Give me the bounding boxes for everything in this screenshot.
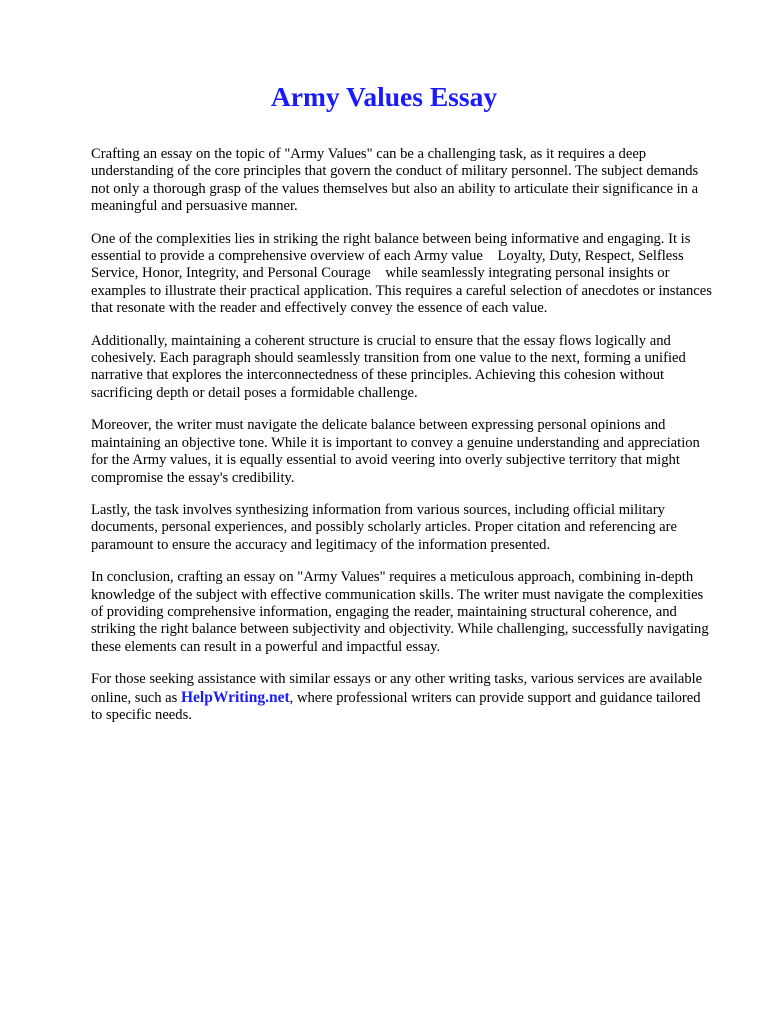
paragraph-complexities: One of the complexities lies in striking the right balance between being informative and engaging. It is essential to provide a comprehensive overview of each Army value Loyalty, Duty, Respect, Selfless Service, Honor, Integrity, and Personal Courage while seamlessly integrating personal insights or examples to illustrate their practical application. This requires a careful selection of anecdotes or instances that resonate with the reader and effectively convey the essence of each value.	[91, 230, 712, 317]
paragraph-closing	[91, 671, 715, 724]
paragraph-objectivity: Moreover, the writer must navigate the delicate balance between expressing personal opinions and maintaining an objective tone. While it is important to convey a genuine understanding and appreciation for the Army values, it is equally essential to avoid veering into overly subjective territory that might compromise the essay's credibility.	[91, 417, 700, 486]
closing-text-after-link: , where professional writers can provide support and guidance tailored to specific needs.	[91, 689, 701, 723]
paragraph-sources: Lastly, the task involves synthesizing information from various sources, including official military documents, personal experiences, and possibly scholarly articles. Proper citation and referencing are paramount to ensure the accuracy and legitimacy of the information presented.	[91, 501, 677, 553]
paragraph-intro: Crafting an essay on the topic of "Army Values" can be a challenging task, as it requires a deep understanding of the core principles that govern the conduct of military personnel. The subject demands not only a thorough grasp of the values themselves but also an ability to articulate their significance in a meaningful and persuasive manner.	[91, 146, 699, 215]
paragraph-structure: Additionally, maintaining a coherent structure is crucial to ensure that the essay flows logically and cohesively. Each paragraph should seamlessly transition from one value to the next, forming a unified narrative that explores the interconnectedness of these principles. Achieving this cohesion without sacrificing depth or detail poses a formidable challenge.	[91, 332, 686, 401]
page-title: Army Values Essay	[270, 81, 498, 112]
closing-text-before-link: For those seeking assistance with similar essays or any other writing tasks, various services are available online, such as	[91, 671, 703, 706]
essay-body	[91, 146, 715, 739]
helpwriting-link[interactable]: HelpWriting.net	[180, 688, 290, 706]
paragraph-conclusion: In conclusion, crafting an essay on "Army Values" requires a meticulous approach, combining in-depth knowledge of the subject with effective communication skills. The writer must navigate the complexities of providing comprehensive information, engaging the reader, maintaining structural coherence, and striking the right balance between subjectivity and objectivity. While challenging, successfully navigating these elements can result in a powerful and impactful essay.	[91, 569, 709, 655]
